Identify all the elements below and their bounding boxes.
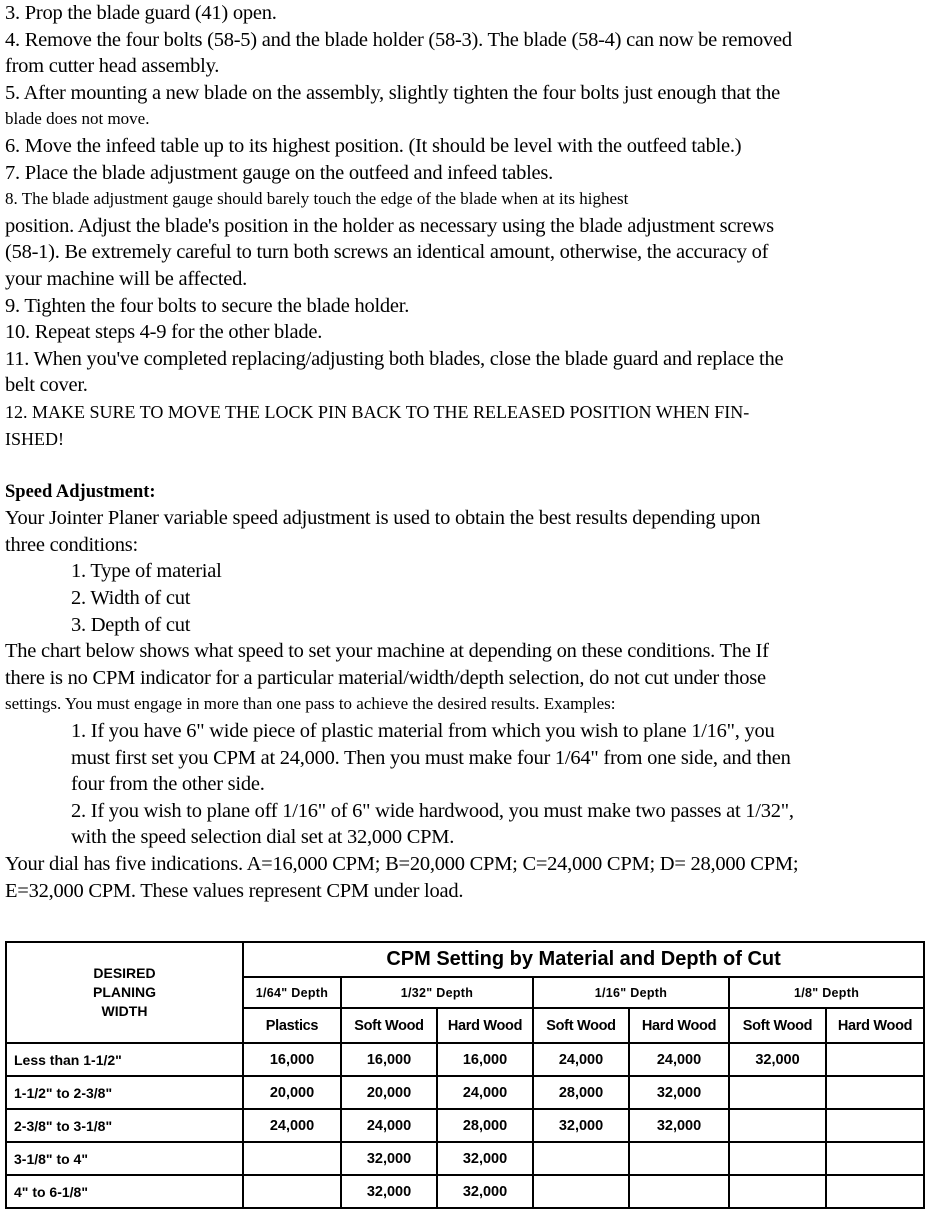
cpm-cell: 24,000 xyxy=(533,1043,629,1076)
table-row xyxy=(6,1142,924,1175)
row-label: 2-3/8" to 3-1/8" xyxy=(6,1109,243,1142)
cpm-cell: 24,000 xyxy=(629,1043,729,1076)
paragraph-line: The chart below shows what speed to set your machine at depending on these conditions. The If xyxy=(5,640,769,663)
table-row xyxy=(6,1109,924,1142)
cpm-cell: 20,000 xyxy=(243,1076,341,1109)
cpm-cell: 32,000 xyxy=(729,1043,826,1076)
depth-header: 1/16" Depth xyxy=(533,977,729,1008)
document-page xyxy=(5,0,923,904)
corner-line: PLANING xyxy=(93,984,156,1000)
example-line: 1. If you have 6" wide piece of plastic material from which you wish to plane 1/16", you xyxy=(71,720,775,743)
list-item: 2. Width of cut xyxy=(71,587,191,610)
paragraph-line: E=32,000 CPM. These values represent CPM under load. xyxy=(5,879,464,902)
depth-header: 1/64" Depth xyxy=(243,977,341,1008)
material-header: Hard Wood xyxy=(826,1008,924,1043)
cpm-cell: 32,000 xyxy=(533,1109,629,1142)
material-header: Hard Wood xyxy=(629,1008,729,1043)
cpm-cell: 20,000 xyxy=(341,1076,437,1109)
step-line: 9. Tighten the four bolts to secure the blade holder. xyxy=(5,294,410,317)
step-line: 12. MAKE SURE TO MOVE THE LOCK PIN BACK TO THE RELEASED POSITION WHEN FIN- xyxy=(5,401,750,422)
blade-replacement-steps xyxy=(5,0,923,452)
step-line: 5. After mounting a new blade on the assembly, slightly tighten the four bolts just enough that the xyxy=(5,81,781,104)
example-line: with the speed selection dial set at 32,000 CPM. xyxy=(71,826,455,849)
speed-adjustment-section xyxy=(5,479,923,905)
cpm-cell: 32,000 xyxy=(629,1076,729,1109)
step-line: position. Adjust the blade's position in the holder as necessary using the blade adjustment screws xyxy=(5,214,774,237)
list-item: 3. Depth of cut xyxy=(71,613,191,636)
cpm-cell: 16,000 xyxy=(243,1043,341,1076)
table-row xyxy=(6,1043,924,1076)
cpm-cell: 24,000 xyxy=(437,1076,533,1109)
cpm-settings-table xyxy=(5,941,925,1209)
cpm-cell: 28,000 xyxy=(437,1109,533,1142)
cpm-cell: 24,000 xyxy=(341,1109,437,1142)
paragraph-line: there is no CPM indicator for a particular material/width/depth selection, do not cut under those xyxy=(5,666,766,689)
step-line: blade does not move. xyxy=(5,109,150,129)
step-line: 10. Repeat steps 4-9 for the other blade. xyxy=(5,321,323,344)
cpm-cell xyxy=(826,1142,924,1175)
material-header: Soft Wood xyxy=(533,1008,629,1043)
corner-line: DESIRED xyxy=(93,965,156,981)
cpm-cell xyxy=(826,1043,924,1076)
cpm-cell xyxy=(729,1175,826,1208)
cpm-cell xyxy=(729,1076,826,1109)
step-line: 11. When you've completed replacing/adjusting both blades, close the blade guard and replace the xyxy=(5,347,784,370)
material-header: Soft Wood xyxy=(341,1008,437,1043)
table-title: CPM Setting by Material and Depth of Cut xyxy=(243,942,924,977)
cpm-cell: 32,000 xyxy=(437,1175,533,1208)
cpm-cell xyxy=(243,1142,341,1175)
example-line: 2. If you wish to plane off 1/16" of 6" wide hardwood, you must make two passes at 1/32", xyxy=(71,799,794,822)
paragraph-line: three conditions: xyxy=(5,533,138,556)
cpm-cell: 28,000 xyxy=(533,1076,629,1109)
table-row xyxy=(6,1175,924,1208)
desired-width-header xyxy=(6,942,243,1043)
cpm-cell xyxy=(826,1175,924,1208)
material-header: Hard Wood xyxy=(437,1008,533,1043)
row-label: 4" to 6-1/8" xyxy=(6,1175,243,1208)
step-line: 3. Prop the blade guard (41) open. xyxy=(5,2,277,24)
step-line: your machine will be affected. xyxy=(5,267,248,290)
step-line: 7. Place the blade adjustment gauge on the outfeed and infeed tables. xyxy=(5,161,554,184)
cpm-cell xyxy=(533,1175,629,1208)
cpm-cell xyxy=(243,1175,341,1208)
cpm-cell: 16,000 xyxy=(341,1043,437,1076)
cpm-cell xyxy=(629,1175,729,1208)
paragraph-line: Your dial has five indications. A=16,000 CPM; B=20,000 CPM; C=24,000 CPM; D= 28,000 CPM; xyxy=(5,853,799,875)
cpm-cell: 32,000 xyxy=(341,1175,437,1208)
cpm-cell xyxy=(629,1142,729,1175)
spacer xyxy=(5,452,923,479)
cpm-cell xyxy=(729,1142,826,1175)
cpm-cell xyxy=(729,1109,826,1142)
cpm-cell: 32,000 xyxy=(629,1109,729,1142)
cpm-cell: 32,000 xyxy=(437,1142,533,1175)
step-line: 6. Move the infeed table up to its highest position. (It should be level with the outfeed table.) xyxy=(5,134,742,157)
step-line: 8. The blade adjustment gauge should barely touch the edge of the blade when at its highest xyxy=(5,189,629,209)
row-label: Less than 1-1/2" xyxy=(6,1043,243,1076)
material-header: Plastics xyxy=(243,1008,341,1043)
table-row xyxy=(6,1076,924,1109)
cpm-cell xyxy=(533,1142,629,1175)
row-label: 1-1/2" to 2-3/8" xyxy=(6,1076,243,1109)
step-line: ISHED! xyxy=(5,428,64,449)
cpm-cell xyxy=(826,1109,924,1142)
example-line: four from the other side. xyxy=(71,773,265,796)
corner-line: WIDTH xyxy=(101,1003,148,1019)
paragraph-line: Your Jointer Planer variable speed adjustment is used to obtain the best results depending upon xyxy=(5,507,761,530)
step-line: 4. Remove the four bolts (58-5) and the blade holder (58-3). The blade (58-4) can now be removed xyxy=(5,28,792,51)
material-header: Soft Wood xyxy=(729,1008,826,1043)
cpm-cell: 24,000 xyxy=(243,1109,341,1142)
cpm-cell: 32,000 xyxy=(341,1142,437,1175)
cpm-cell: 16,000 xyxy=(437,1043,533,1076)
paragraph-line: settings. You must engage in more than one pass to achieve the desired results. Examples: xyxy=(5,694,616,714)
row-label: 3-1/8" to 4" xyxy=(6,1142,243,1175)
step-line: (58-1). Be extremely careful to turn both screws an identical amount, otherwise, the accuracy of xyxy=(5,241,769,264)
step-line: belt cover. xyxy=(5,374,88,397)
cpm-cell xyxy=(826,1076,924,1109)
step-line: from cutter head assembly. xyxy=(5,55,220,78)
depth-header: 1/8" Depth xyxy=(729,977,924,1008)
example-line: must first set you CPM at 24,000. Then you must make four 1/64" from one side, and then xyxy=(71,746,791,769)
depth-header: 1/32" Depth xyxy=(341,977,533,1008)
section-heading: Speed Adjustment: xyxy=(5,481,156,502)
list-item: 1. Type of material xyxy=(71,560,222,583)
